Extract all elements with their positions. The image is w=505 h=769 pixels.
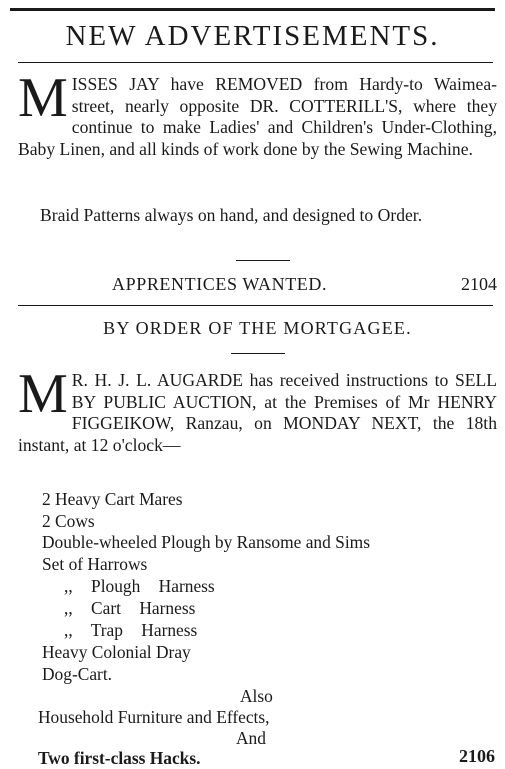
- ad-apprentices-title: APPRENTICES WANTED.: [112, 274, 328, 294]
- also-label: Also: [240, 686, 273, 706]
- lot-item: Heavy Colonial Dray: [42, 642, 191, 662]
- lot-item: Dog-Cart.: [42, 664, 113, 684]
- and-label: And: [236, 728, 266, 748]
- dropcap-m: M: [18, 67, 68, 129]
- ad-auction-text: R. H. J. L. AUGARDE has received instructions to SELL BY PUBLIC AUCTION, at the Premises of Mr HENRY FIGGEIKOW, Ranzau, on MONDAY NEXT, the 18th instant, at 12 o'clock—: [18, 370, 497, 455]
- top-border-rule: [10, 0, 495, 11]
- ad-misses-jay: [18, 67, 497, 160]
- ad-auction: [18, 363, 497, 456]
- lot-item: Double-wheeled Plough by Ransome and Sims: [42, 532, 370, 552]
- ad-misses-jay-text: ISSES JAY have REMOVED from Hardy-to Waimea-street, nearly opposite DR. COTTERILL'S, where they continue to make Ladies' and Children's Under-Clothing, Baby Linen, and all kinds of work done by the Sewing Machine.: [18, 74, 497, 159]
- heading-divider: [18, 62, 493, 63]
- lot-item: ,, Trap Harness: [64, 620, 198, 640]
- ad-divider: [18, 305, 493, 306]
- lot-item: ,, Plough Harness: [64, 576, 215, 596]
- page-heading: NEW ADVERTISEMENTS.: [65, 20, 440, 52]
- furniture-line: Household Furniture and Effects,: [38, 707, 270, 727]
- dropcap-m-2: M: [18, 363, 68, 425]
- short-dash-divider: [236, 260, 290, 261]
- hacks-line: Two first-class Hacks.: [38, 748, 201, 768]
- lot-item: Set of Harrows: [42, 554, 148, 574]
- lot-item: 2 Cows: [42, 511, 95, 531]
- ad-mortgagee-title: BY ORDER OF THE MORTGAGEE.: [103, 318, 412, 338]
- ad-apprentices-number: 2104: [461, 274, 497, 294]
- ad-misses-jay-para2: Braid Patterns always on hand, and designed to Order.: [40, 205, 423, 225]
- lot-item: 2 Heavy Cart Mares: [42, 489, 183, 509]
- ad-auction-number: 2106: [459, 746, 495, 766]
- lot-item: ,, Cart Harness: [64, 598, 196, 618]
- short-dash-divider-2: [231, 353, 285, 354]
